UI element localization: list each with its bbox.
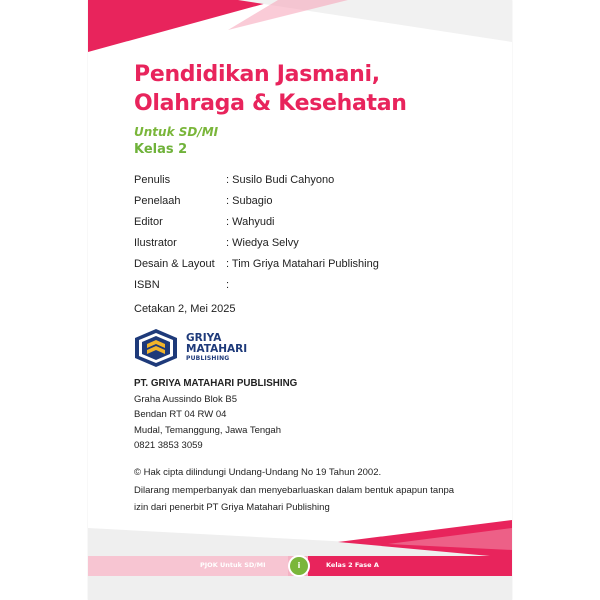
page-number: i <box>288 555 310 577</box>
credit-label: Editor <box>134 216 163 228</box>
logo-wordmark <box>186 333 247 363</box>
credits-list <box>134 170 379 296</box>
credit-value: : <box>226 279 230 291</box>
publisher-address-1: Graha Aussindo Blok B5 <box>134 393 237 405</box>
publisher-address-2: Bendan RT 04 RW 04 <box>134 409 227 420</box>
credit-label: ISBN <box>134 279 160 291</box>
credit-row <box>134 191 379 212</box>
logo-line-1: GRIYA <box>186 332 222 344</box>
logo-line-3: PUBLISHING <box>186 355 230 362</box>
credit-value: : Susilo Budi Cahyono <box>226 174 335 186</box>
credit-row <box>134 275 379 296</box>
logo-line-2: MATAHARI <box>186 343 248 355</box>
publisher-info <box>134 376 297 454</box>
credit-row <box>134 212 379 233</box>
credit-label: Ilustrator <box>134 237 177 249</box>
publisher-phone: 0821 3853 3059 <box>134 440 203 451</box>
publisher-address-3: Mudal, Temanggung, Jawa Tengah <box>134 424 282 436</box>
credit-value: : Wahyudi <box>226 216 275 228</box>
publisher-name: PT. GRIYA MATAHARI PUBLISHING <box>134 378 298 389</box>
footer-grade-label: Kelas 2 Fase A <box>326 561 379 569</box>
grade-level: Kelas 2 <box>134 142 188 157</box>
edition-info: Cetakan 2, Mei 2025 <box>134 303 236 315</box>
credit-label: Desain & Layout <box>134 258 215 270</box>
credit-row <box>134 170 379 191</box>
footer-book-label: PJOK Untuk SD/MI <box>200 561 266 569</box>
credit-value: : Wiedya Selvy <box>226 237 299 249</box>
copyright-line-2: Dilarang memperbanyak dan menyebarluaskan dalam bentuk apapun tanpa <box>134 484 455 496</box>
credit-row <box>134 254 379 275</box>
publisher-logo <box>134 328 274 368</box>
copyright-notice <box>134 464 504 517</box>
credit-row <box>134 233 379 254</box>
credit-label: Penulis <box>134 174 171 186</box>
copyright-line-1: © Hak cipta dilindungi Undang-Undang No 19 Tahun 2002. <box>134 467 382 478</box>
book-page <box>88 0 512 600</box>
school-level: Untuk SD/MI <box>134 125 219 139</box>
top-decoration <box>88 0 512 60</box>
credit-value: : Tim Griya Matahari Publishing <box>226 258 379 270</box>
book-subtitle <box>134 124 218 158</box>
copyright-line-3: izin dari penerbit PT Griya Matahari Publishing <box>134 502 330 513</box>
title-line-1: Pendidikan Jasmani, <box>134 62 380 87</box>
credit-value: : Subagio <box>226 195 273 207</box>
credit-label: Penelaah <box>134 195 181 207</box>
book-title <box>134 60 407 118</box>
logo-mark-icon <box>134 328 178 368</box>
title-line-2: Olahraga & Kesehatan <box>134 91 407 116</box>
